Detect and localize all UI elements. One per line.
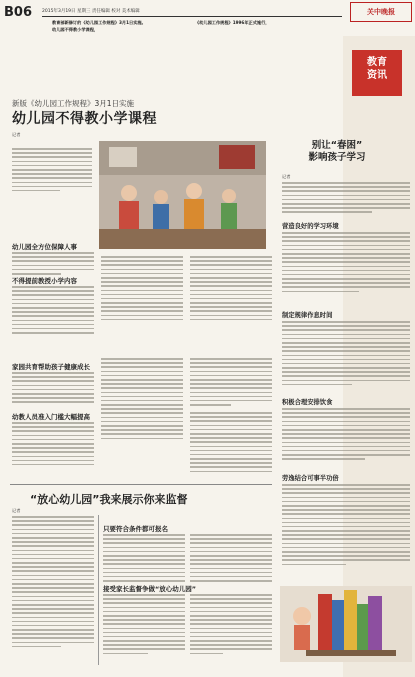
bottom-body-col3: [190, 534, 272, 584]
ticker-2: 幼儿园不得教小学课程，: [52, 27, 99, 32]
subhead-personnel: 幼儿园全方位保障人事: [12, 243, 77, 251]
ticker-1: 教育部新修订的《幼儿园工作规程》3月1日实施。: [52, 20, 146, 25]
sidebar-reporter: 记者: [282, 174, 291, 179]
brand-logo: 关中晚报: [350, 2, 412, 22]
classroom-photo: [99, 141, 266, 249]
section-divider: [10, 484, 272, 485]
box-head-supervision: 接受家长监督争做“放心幼儿园”: [103, 585, 197, 593]
subhead-no-primary-content: 不得提前教授小学内容: [12, 277, 77, 285]
photo-caption-area: [12, 148, 92, 194]
subhead-home-school: 家园共育帮助孩子健康成长: [12, 363, 90, 371]
article-body-col1b: [12, 286, 94, 336]
bottom-body-col2b: [103, 594, 185, 657]
article-body-col3: [190, 256, 272, 323]
sidebar-body-text-4: [282, 408, 410, 462]
sidebar-subhead-1: 营造良好的学习环境: [282, 223, 339, 230]
sidebar-title-line1: 别让“春困”: [311, 140, 363, 151]
sidebar-title-line2: 影响孩子学习: [308, 152, 366, 163]
sidebar-body-text-1: [282, 182, 410, 216]
section-label: [352, 50, 402, 96]
article-headline: 幼儿园不得教小学课程: [12, 111, 157, 127]
subhead-entry-threshold: 幼教人员准入门槛大幅提高: [12, 413, 90, 421]
sidebar-subhead-3: 积极合理安排饮食: [282, 399, 333, 406]
dateline: 2015年3月19日 星期三 责任编辑 校对 美术编辑: [42, 9, 140, 14]
books-illustration: [280, 586, 412, 662]
bottom-reporter: 记者: [12, 508, 21, 513]
sidebar-body-text-3: [282, 321, 410, 388]
bottom-headline: “放心幼儿园”我来展示你来监督: [30, 493, 188, 506]
sidebar-subhead-2: 制定规律作息时间: [282, 312, 333, 319]
bottom-body-col2: [103, 534, 185, 584]
article-body-col3c: [190, 412, 272, 475]
ticker-3: 《幼儿园工作规程》1996年正式施行，: [195, 20, 270, 25]
sidebar-body-text-2: [282, 232, 410, 295]
header-rule: [42, 16, 342, 17]
section-label-line1: 教育: [367, 57, 387, 68]
article-kicker: 新版《幼儿园工作规程》3月1日实施: [12, 99, 135, 108]
sidebar-body-text-5: [282, 484, 410, 568]
article-body-col2b: [101, 358, 183, 442]
sidebar-subhead-4: 劳逸结合可事半功倍: [282, 475, 339, 482]
page-number: B06: [4, 5, 32, 20]
bottom-body-col3b: [190, 594, 272, 657]
article-body-col1d: [12, 422, 94, 468]
sidebar-headline: [262, 140, 412, 164]
article-reporter: 记者: [12, 132, 21, 137]
article-body-col2: [101, 256, 183, 323]
article-body-col1c: [12, 372, 94, 406]
article-body-col1: [12, 252, 94, 277]
article-body-col3b: [190, 358, 272, 408]
bottom-body-col1: [12, 516, 94, 650]
section-label-line2: 资讯: [367, 70, 387, 81]
column-divider: [98, 515, 99, 665]
box-head-registration: 只要符合条件都可报名: [103, 525, 168, 533]
